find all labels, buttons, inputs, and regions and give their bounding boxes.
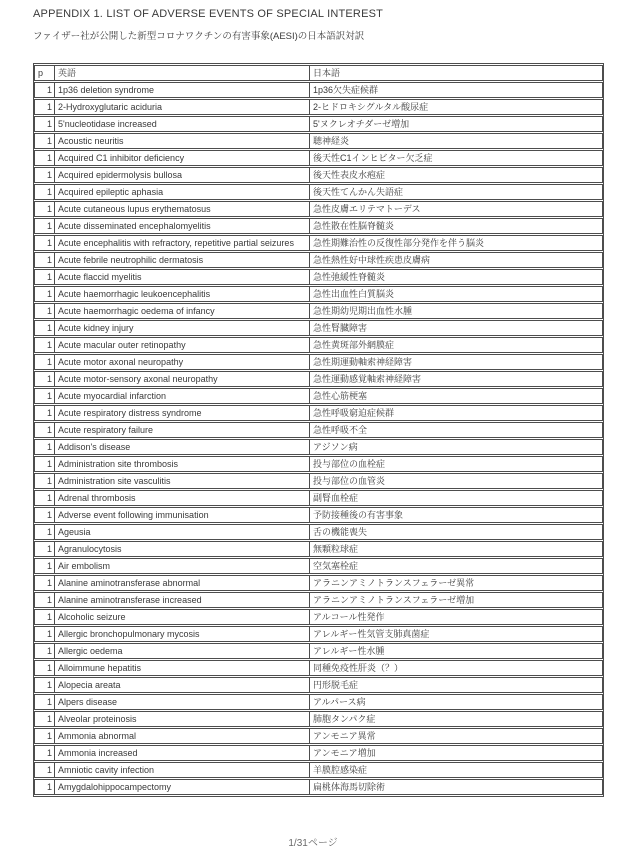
cell-index: 1 (34, 337, 55, 353)
cell-english-term: Adrenal thrombosis (55, 490, 310, 506)
table-row (34, 184, 603, 200)
cell-index: 1 (34, 745, 55, 761)
table-row (34, 609, 603, 625)
cell-english-term: Acute disseminated encephalomyelitis (55, 218, 310, 234)
cell-english-term: Alpers disease (55, 694, 310, 710)
table-row (34, 473, 603, 489)
cell-japanese-term: 聴神経炎 (310, 133, 603, 149)
cell-index: 1 (34, 490, 55, 506)
cell-english-term: Acquired epileptic aphasia (55, 184, 310, 200)
cell-index: 1 (34, 167, 55, 183)
table-row (34, 422, 603, 438)
table-row (34, 575, 603, 591)
cell-index: 1 (34, 201, 55, 217)
cell-japanese-term: 急性呼吸窮迫症候群 (310, 405, 603, 421)
cell-english-term: Ageusia (55, 524, 310, 540)
cell-index: 1 (34, 422, 55, 438)
cell-english-term: Acute haemorrhagic oedema of infancy (55, 303, 310, 319)
cell-english-term: Acute febrile neutrophilic dermatosis (55, 252, 310, 268)
table-row (34, 762, 603, 778)
cell-index: 1 (34, 133, 55, 149)
cell-index: 1 (34, 235, 55, 251)
column-header-japanese: 日本語 (310, 65, 603, 81)
cell-index: 1 (34, 218, 55, 234)
cell-english-term: Acute motor axonal neuropathy (55, 354, 310, 370)
cell-english-term: Alanine aminotransferase abnormal (55, 575, 310, 591)
cell-japanese-term: アンモニア増加 (310, 745, 603, 761)
cell-english-term: Acoustic neuritis (55, 133, 310, 149)
cell-japanese-term: 円形脱毛症 (310, 677, 603, 693)
cell-english-term: Acute encephalitis with refractory, repetitive partial seizures (55, 235, 310, 251)
cell-japanese-term: 後天性表皮水疱症 (310, 167, 603, 183)
table-row (34, 779, 603, 795)
cell-index: 1 (34, 82, 55, 98)
cell-index: 1 (34, 439, 55, 455)
cell-japanese-term: アンモニア異常 (310, 728, 603, 744)
cell-index: 1 (34, 184, 55, 200)
table-row (34, 99, 603, 115)
cell-english-term: Addison's disease (55, 439, 310, 455)
table-row (34, 541, 603, 557)
cell-index: 1 (34, 728, 55, 744)
cell-english-term: Air embolism (55, 558, 310, 574)
cell-index: 1 (34, 643, 55, 659)
cell-japanese-term: 急性呼吸不全 (310, 422, 603, 438)
table-row (34, 728, 603, 744)
table-row (34, 252, 603, 268)
cell-japanese-term: 羊膜腔感染症 (310, 762, 603, 778)
cell-index: 1 (34, 592, 55, 608)
cell-english-term: Agranulocytosis (55, 541, 310, 557)
cell-english-term: 5'nucleotidase increased (55, 116, 310, 132)
cell-japanese-term: 急性黄斑部外網膜症 (310, 337, 603, 353)
cell-japanese-term: 急性出血性白質脳炎 (310, 286, 603, 302)
cell-index: 1 (34, 677, 55, 693)
table-row (34, 150, 603, 166)
table-row (34, 439, 603, 455)
cell-japanese-term: アラニンアミノトランスフェラーゼ異常 (310, 575, 603, 591)
cell-japanese-term: 後天性C1インヒビター欠乏症 (310, 150, 603, 166)
cell-english-term: Acute kidney injury (55, 320, 310, 336)
table-row (34, 490, 603, 506)
table-row (34, 201, 603, 217)
table-row (34, 694, 603, 710)
cell-japanese-term: 急性期難治性の反復性部分発作を伴う脳炎 (310, 235, 603, 251)
column-header-english: 英語 (55, 65, 310, 81)
table-row (34, 303, 603, 319)
cell-japanese-term: 投与部位の血管炎 (310, 473, 603, 489)
cell-english-term: Allergic oedema (55, 643, 310, 659)
table-row (34, 524, 603, 540)
cell-index: 1 (34, 303, 55, 319)
cell-english-term: Ammonia increased (55, 745, 310, 761)
cell-english-term: Adverse event following immunisation (55, 507, 310, 523)
cell-japanese-term: 同種免疫性肝炎（？） (310, 660, 603, 676)
cell-english-term: Acute cutaneous lupus erythematosus (55, 201, 310, 217)
cell-english-term: Alopecia areata (55, 677, 310, 693)
cell-japanese-term: 空気塞栓症 (310, 558, 603, 574)
cell-english-term: Acquired epidermolysis bullosa (55, 167, 310, 183)
cell-english-term: 2-Hydroxyglutaric aciduria (55, 99, 310, 115)
cell-japanese-term: 副腎血栓症 (310, 490, 603, 506)
page-title: APPENDIX 1. LIST OF ADVERSE EVENTS OF SPECIAL INTEREST (33, 8, 384, 20)
cell-index: 1 (34, 694, 55, 710)
cell-japanese-term: 急性心筋梗塞 (310, 388, 603, 404)
table-row (34, 133, 603, 149)
cell-japanese-term: 舌の機能喪失 (310, 524, 603, 540)
cell-index: 1 (34, 116, 55, 132)
cell-japanese-term: 肺胞タンパク症 (310, 711, 603, 727)
table-row (34, 592, 603, 608)
cell-english-term: Acute haemorrhagic leukoencephalitis (55, 286, 310, 302)
cell-japanese-term: 扁桃体海馬切除術 (310, 779, 603, 795)
cell-index: 1 (34, 99, 55, 115)
cell-english-term: Acute respiratory failure (55, 422, 310, 438)
cell-index: 1 (34, 541, 55, 557)
cell-index: 1 (34, 711, 55, 727)
table-row (34, 643, 603, 659)
cell-index: 1 (34, 388, 55, 404)
cell-english-term: Administration site vasculitis (55, 473, 310, 489)
cell-japanese-term: 後天性てんかん失語症 (310, 184, 603, 200)
cell-japanese-term: 投与部位の血栓症 (310, 456, 603, 472)
cell-english-term: Acute macular outer retinopathy (55, 337, 310, 353)
cell-index: 1 (34, 371, 55, 387)
cell-english-term: Amygdalohippocampectomy (55, 779, 310, 795)
cell-english-term: Acute motor-sensory axonal neuropathy (55, 371, 310, 387)
cell-english-term: Alloimmune hepatitis (55, 660, 310, 676)
table-row (34, 286, 603, 302)
cell-japanese-term: アレルギー性気管支肺真菌症 (310, 626, 603, 642)
cell-english-term: Acquired C1 inhibitor deficiency (55, 150, 310, 166)
cell-index: 1 (34, 762, 55, 778)
cell-index: 1 (34, 269, 55, 285)
cell-index: 1 (34, 405, 55, 421)
table-row (34, 82, 603, 98)
cell-japanese-term: 急性運動感覚軸索神経障害 (310, 371, 603, 387)
cell-index: 1 (34, 354, 55, 370)
cell-japanese-term: 急性弛緩性脊髄炎 (310, 269, 603, 285)
table-row (34, 745, 603, 761)
table-body (34, 82, 603, 795)
table-row (34, 456, 603, 472)
cell-japanese-term: 急性期幼児期出血性水腫 (310, 303, 603, 319)
cell-japanese-term: アレルギー性水腫 (310, 643, 603, 659)
cell-japanese-term: 急性期運動軸索神経障害 (310, 354, 603, 370)
cell-index: 1 (34, 626, 55, 642)
table-row (34, 626, 603, 642)
cell-index: 1 (34, 150, 55, 166)
cell-japanese-term: 急性散在性脳脊髄炎 (310, 218, 603, 234)
table-row (34, 558, 603, 574)
cell-english-term: Acute myocardial infarction (55, 388, 310, 404)
cell-english-term: Alcoholic seizure (55, 609, 310, 625)
cell-japanese-term: 急性皮膚エリテマトーデス (310, 201, 603, 217)
cell-index: 1 (34, 320, 55, 336)
cell-english-term: Alveolar proteinosis (55, 711, 310, 727)
cell-english-term: Administration site thrombosis (55, 456, 310, 472)
table-row (34, 167, 603, 183)
table-header-row (34, 65, 603, 81)
cell-english-term: Amniotic cavity infection (55, 762, 310, 778)
table-row (34, 660, 603, 676)
cell-english-term: Acute respiratory distress syndrome (55, 405, 310, 421)
cell-index: 1 (34, 660, 55, 676)
cell-japanese-term: 無顆粒球症 (310, 541, 603, 557)
table-row (34, 354, 603, 370)
column-header-p: p (34, 65, 55, 81)
cell-japanese-term: 予防接種後の有害事象 (310, 507, 603, 523)
page-number-footer: 1/31ページ (288, 838, 338, 849)
cell-index: 1 (34, 286, 55, 302)
aesi-table (33, 63, 604, 797)
table-row (34, 218, 603, 234)
cell-english-term: Alanine aminotransferase increased (55, 592, 310, 608)
table-row (34, 677, 603, 693)
cell-index: 1 (34, 779, 55, 795)
cell-japanese-term: アルパース病 (310, 694, 603, 710)
cell-index: 1 (34, 524, 55, 540)
cell-english-term: Ammonia abnormal (55, 728, 310, 744)
cell-index: 1 (34, 473, 55, 489)
cell-english-term: Allergic bronchopulmonary mycosis (55, 626, 310, 642)
cell-index: 1 (34, 558, 55, 574)
table-row (34, 405, 603, 421)
cell-japanese-term: アジソン病 (310, 439, 603, 455)
table-row (34, 269, 603, 285)
cell-japanese-term: アラニンアミノトランスフェラーゼ増加 (310, 592, 603, 608)
cell-japanese-term: 急性腎臓障害 (310, 320, 603, 336)
cell-japanese-term: アルコール性発作 (310, 609, 603, 625)
table-row (34, 320, 603, 336)
cell-index: 1 (34, 456, 55, 472)
table-row (34, 371, 603, 387)
page-subtitle: ファイザー社が公開した新型コロナワクチンの有害事象(AESI)の日本語訳対訳 (33, 31, 365, 42)
table-row (34, 507, 603, 523)
cell-index: 1 (34, 507, 55, 523)
table-row (34, 235, 603, 251)
cell-index: 1 (34, 609, 55, 625)
cell-english-term: 1p36 deletion syndrome (55, 82, 310, 98)
table-row (34, 388, 603, 404)
cell-english-term: Acute flaccid myelitis (55, 269, 310, 285)
cell-japanese-term: 急性熱性好中球性疾患皮膚病 (310, 252, 603, 268)
table-row (34, 337, 603, 353)
table-row (34, 711, 603, 727)
cell-japanese-term: 1p36欠失症候群 (310, 82, 603, 98)
cell-japanese-term: 2-ヒドロキシグルタル酸尿症 (310, 99, 603, 115)
cell-japanese-term: 5'ヌクレオチダーゼ増加 (310, 116, 603, 132)
cell-index: 1 (34, 575, 55, 591)
table-row (34, 116, 603, 132)
cell-index: 1 (34, 252, 55, 268)
